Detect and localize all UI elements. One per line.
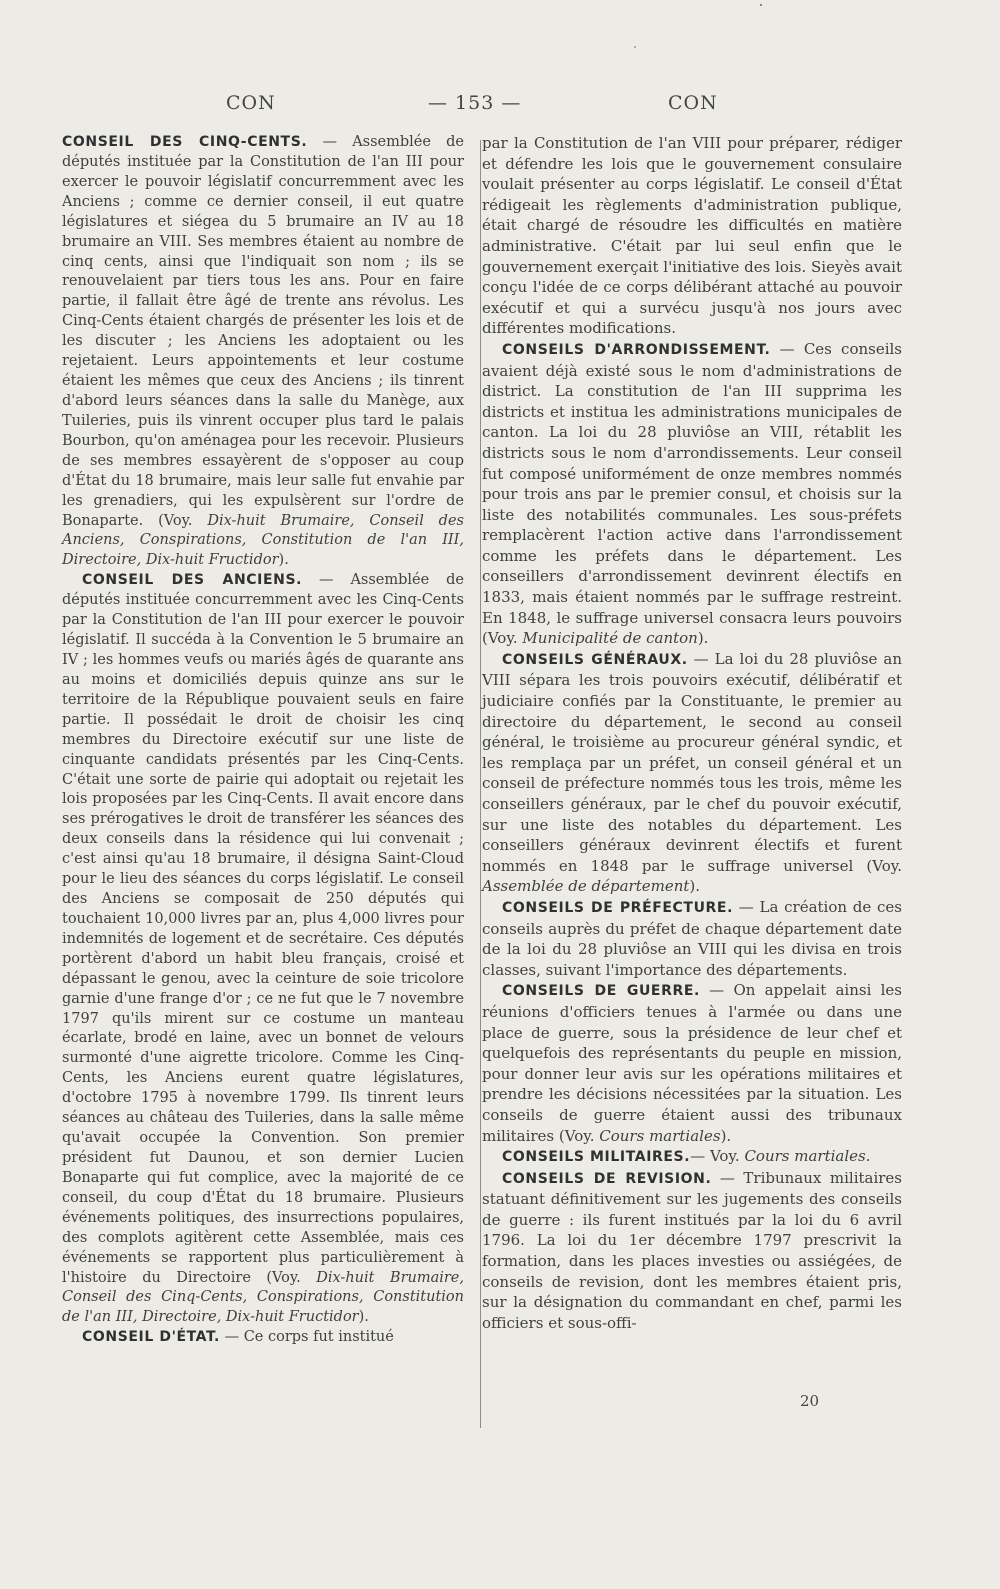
right-column [482,133,902,1333]
entry-dash: — [690,1147,710,1166]
entry-text: Ce corps fut institué [243,1329,394,1346]
column-divider [480,140,481,1428]
entry-text: Tribunaux militaires statuant définitivement sur les jugements des conseils de guerre : ils furent institués par la loi du 6 avril 1796. La loi du 1er décembre 1797 prescrivit la formation, dans les places investies ou assiégées, de conseils de revision, dont les membres étaient pris, sur la désignation du commandant en chef, parmi les officiers et sous-offi- [482,1168,902,1332]
entry-tail: ). [697,629,709,648]
entry-conseil-d-etat-continued [482,133,902,339]
entry-dash: — [219,1329,244,1346]
running-header [0,92,1000,122]
entry-text: Ces conseils avaient déjà existé sous le nom d'administrations de district. La constitution de l'an III supprima les districts et institua les administrations municipales de canton. La loi du 28 pluviôse an VIII, rétablit les districts sous le nom d'arrondissements. Leur conseil fut composé uniformément de onze membres nommés pour trois ans par le premier consul, et choisis sur la liste des notabilités communales. Les sous-préfets remplacèrent l'action active dans l'arrondissement comme les préfets dans le département. Les conseillers d'arrondissement devinrent électifs en 1833, mais étaient nommés par le suffrage restreint. En 1848, le suffrage universel consacra leurs pouvoirs (Voy. [482,339,902,648]
entry-conseils-militaires [482,1146,902,1168]
entry-cross-reference: Cours martiales [744,1147,866,1166]
entry-term: CONSEILS DE GUERRE. [502,983,700,1000]
entry-conseils-generaux [482,649,902,897]
entry-conseils-de-guerre [482,980,902,1146]
entry-term: CONSEIL DES ANCIENS. [82,572,303,589]
entry-text: On appelait ainsi les réunions d'officiers tenues à l'armée ou dans une place de guerre, sous la présidence de leur chef et quelquefois des représentants du peuple en mission, pour donner leur avis sur les opérations militaires et prendre les décisions nécessitées par la situation. Les conseils de guerre étaient aussi des tribunaux militaires (Voy. [482,981,903,1145]
entry-tail: ). [278,552,289,569]
entry-dash: — [687,649,715,668]
header-left-keyword: CON [226,92,276,114]
entry-conseil-d-etat [62,1328,464,1348]
entry-dash: — [302,572,351,589]
entry-term: CONSEILS D'ARRONDISSEMENT. [502,341,771,358]
entry-conseil-des-cinq-cents [62,133,464,571]
entry-text: Assemblée de députés instituée concurremment avec les Cinq-Cents par la Constitution de l'an III pour exercer le pouvoir législatif. Il succéda à la Convention le 5 brumaire an IV ; les hommes veufs ou mariés âgés de quarante ans au moins et domiciliés depuis quinze ans sur le territoire de la République pouvaient seuls en faire partie. Il possédait le droit de choisir les cinq membres du Directoire exécutif sur une liste de cinquante candidats présentés par les Cinq-Cents. C'était une sorte de pairie qui adoptait ou rejetait les lois proposées par les Cinq-Cents. Il avait encore dans ses prérogatives le droit de transférer les séances des deux conseils dans la résidence qui lui convenait ; c'est ainsi qu'au 18 brumaire, il désigna Saint-Cloud pour le lieu des séances du corps législatif. Le conseil des Anciens se composait de 250 députés qui touchaient 10,000 livres par an, plus 4,000 livres pour indemnités de logement et de secrétaire. Ces députés portèrent d'abord un habit bleu français, croisé et dépassant le genou, avec la ceinture de soie tricolore garnie d'une frange d'or ; ce ne fut que le 7 novembre 1797 qu'ils mirent sur ce costume un manteau écarlate, brodé en laine, avec un bonnet de velours surmonté d'une aigrette tricolore. Comme les Cinq-Cents, les Anciens eurent quatre législatures, d'octobre 1795 à novembre 1799. Ils tinrent leurs séances au château des Tuileries, dans la salle même qu'avait occupée la Convention. Son premier président fut Daunou, et son dernier Lucien Bonaparte qui fut complice, avec la majorité de ce conseil, du coup d'État du 18 brumaire. Plusieurs événements politiques, des insurrections populaires, des complots agitèrent cette Assemblée, mais ces événements se rapportent plus particulièrement à l'histoire du Directoire (Voy. [62,572,465,1286]
entry-text: par la Constitution de l'an VIII pour préparer, rédiger et défendre les lois que le gouvernement consulaire voulait présenter au corps législatif. Le conseil d'État rédigeait les règlements d'administration publique, était chargé de résoudre les difficultés en matière administrative. C'était par lui seul enfin que le gouvernement exerçait l'initiative des lois. Sieyès avait conçu l'idée de ce corps délibérant attaché au pouvoir exécutif et qui a survécu jusqu'à nos jours avec différentes modifications. [482,134,902,338]
entry-conseils-de-prefecture [482,897,902,980]
entry-tail: . [865,1147,871,1166]
entry-conseils-d-arrondissement [482,339,902,649]
entry-term: CONSEILS DE REVISION. [502,1170,712,1187]
entry-term: CONSEILS DE PRÉFECTURE. [502,899,734,916]
entry-text: La loi du 28 pluviôse an VIII sépara les trois pouvoirs exécutif, délibératif et judiciaire confiés par la Constituante, le premier au directoire du département, le second au conseil général, le troisième au procureur général syndic, et les remplaça par un préfet, un conseil général et un conseil de préfecture nommés tous les trois, même les conseillers généraux, par le chef du pouvoir exécutif, sur une liste des notables du département. Les conseillers généraux devinrent électifs et furent nommés en 1848 par le suffrage universel (Voy. [482,649,902,875]
entry-dash: — [711,1168,744,1187]
entry-cross-reference: Assemblée de département [482,877,690,896]
entry-dash: — [770,339,804,358]
entry-term: CONSEIL D'ÉTAT. [82,1329,220,1346]
entry-conseil-des-anciens [62,571,464,1328]
entry-cross-reference: Dix-huit Brumaire, Conseil des Anciens, Conspirations, Constitution de l'an III, Directoire, Dix-huit Fructidor [62,512,464,569]
entry-conseils-de-revision [482,1168,902,1334]
entry-term: CONSEILS GÉNÉRAUX. [502,651,688,668]
paper-speck [760,4,762,6]
entry-term: CONSEILS MILITAIRES. [502,1149,691,1166]
entry-dash: — [699,981,734,1000]
entry-tail: ). [720,1126,732,1145]
entry-dash: — [307,134,353,150]
paper-speck [634,46,636,48]
entry-text: Assemblée de députés instituée par la Constitution de l'an III pour exercer le pouvoir législatif concurremment avec les Anciens ; comme ce dernier conseil, il eut quatre législatures et siégea du 5 brumaire an IV au 18 brumaire an VIII. Ses membres étaient au nombre de cinq cents, ainsi que l'indiquait son nom ; ils se renouvelaient par tiers tous les ans. Pour en faire partie, il fallait être âgé de trente ans révolus. Les Cinq-Cents étaient chargés de présenter les lois et de les discuter ; les Anciens les adoptaient ou les rejetaient. Leurs appointements et leur costume étaient les mêmes que ceux des Anciens ; ils tinrent d'abord leurs séances dans la salle du Manège, aux Tuileries, puis ils vinrent occuper plus tard le palais Bourbon, qu'on aménagea pour les recevoir. Plusieurs de ses membres essayèrent de s'opposer au coup d'État du 18 brumaire, mais leur salle fut envahie par les grenadiers, qui les expulsèrent sur l'ordre de Bonaparte. (Voy. [62,134,464,529]
entry-term: CONSEIL DES CINQ-CENTS. [62,134,308,150]
entry-cross-reference: Municipalité de canton [522,629,698,648]
entry-text: Voy. [709,1147,745,1166]
entry-cross-reference: Dix-huit Brumaire, Conseil des Cinq-Cents, Conspirations, Constitution de l'an III, Directoire, Dix-huit Fructidor [62,1269,465,1326]
left-column [62,133,464,1348]
entry-dash: — [733,897,760,916]
entry-cross-reference: Cours martiales [599,1126,721,1145]
entry-tail: ). [358,1309,369,1326]
page-number: — 153 — [428,92,522,114]
signature-mark: 20 [800,1392,820,1410]
entry-tail: ). [689,877,701,896]
entry-text: La création de ces conseils auprès du préfet de chaque département date de la loi du 28 pluviôse an VIII qui les divisa en trois classes, suivant l'importance des départements. [482,897,902,979]
header-right-keyword: CON [668,92,718,114]
